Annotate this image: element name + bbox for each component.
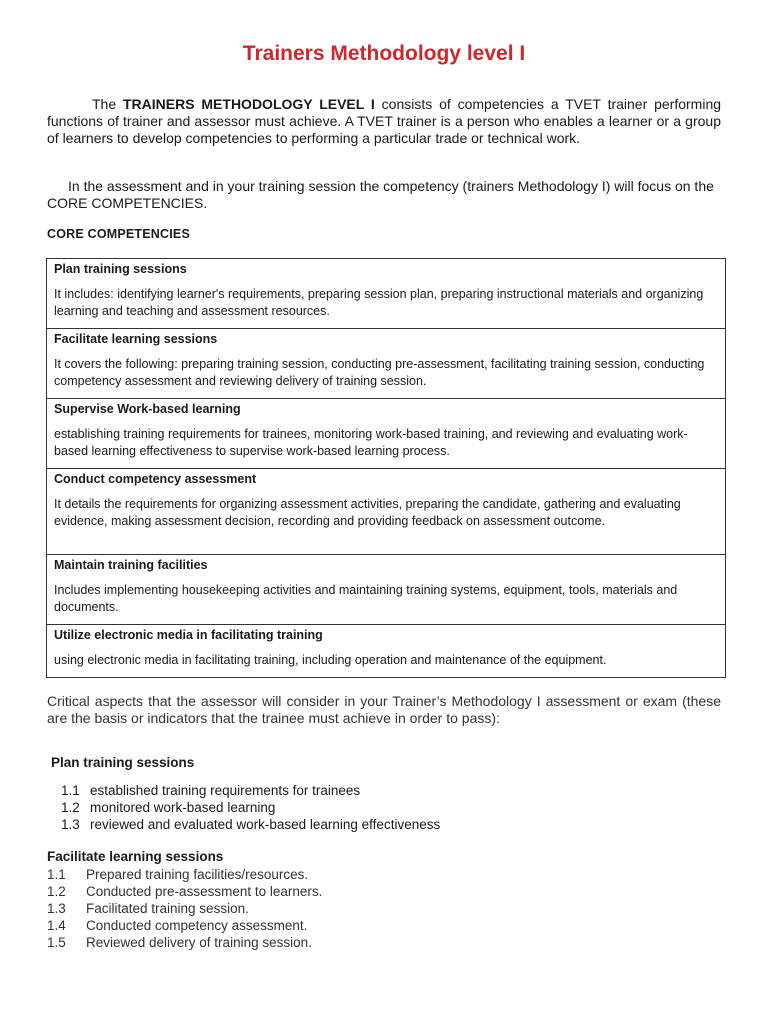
document-title: Trainers Methodology level I — [242, 42, 526, 65]
competencies-table — [46, 258, 726, 678]
competency-description: It details the requirements for organizing assessment activities, preparing the candidate, gathering and evaluating evidence, making assessment decision, recording and providing feedback on assessment outcome. — [54, 497, 681, 528]
item-text: Conducted pre-assessment to learners. — [86, 884, 323, 899]
item-text: monitored work-based learning — [90, 800, 276, 815]
item-text: established training requirements for trainees — [90, 783, 361, 798]
competency-cell — [47, 329, 726, 399]
item-number: 1.3 — [47, 901, 66, 916]
plan-criteria-list — [61, 782, 440, 833]
list-item — [47, 934, 322, 951]
item-number: 1.4 — [47, 918, 66, 933]
competency-name: Plan training sessions — [54, 262, 187, 276]
table-row — [47, 399, 726, 469]
competency-name: Utilize electronic media in facilitating training — [54, 628, 323, 642]
competency-description: establishing training requirements for trainees, monitoring work-based training, and reviewing and evaluating work-based learning effectiveness to supervise work-based learning process. — [54, 427, 688, 458]
table-row — [47, 469, 726, 555]
intro-rest: consists of competencies a TVET trainer performing functions of trainer and assessor must achieve. A TVET trainer is a person who enables a learner or a group of learners to develop competencies to performing a particular trade or technical work. — [47, 96, 722, 146]
list-item — [47, 917, 322, 934]
competency-description: It includes: identifying learner's requirements, preparing session plan, preparing instructional materials and organizing learning and teaching and assessment resources. — [54, 287, 704, 318]
competency-description: using electronic media in facilitating training, including operation and maintenance of the equipment. — [54, 653, 607, 667]
list-item — [47, 883, 322, 900]
competency-cell — [47, 555, 726, 625]
competency-cell — [47, 399, 726, 469]
plan-section-heading: Plan training sessions — [51, 755, 195, 770]
list-item — [61, 816, 440, 833]
item-number: 1.2 — [61, 800, 80, 815]
facilitate-criteria-list — [47, 866, 322, 951]
list-item — [61, 799, 440, 816]
assessment-text: In the assessment and in your training session the competency (trainers Methodology I) will focus on the CORE COMPETENCIES. — [47, 178, 714, 211]
critical-aspects-paragraph: Critical aspects that the assessor will consider in your Trainer’s Methodology I assessment or exam (these are the basis or indicators that the trainee must achieve in order to pass): — [47, 693, 721, 726]
table-row — [47, 625, 726, 678]
competency-cell — [47, 259, 726, 329]
facilitate-section-heading: Facilitate learning sessions — [47, 849, 224, 864]
item-text: reviewed and evaluated work-based learning effectiveness — [90, 817, 441, 832]
item-number: 1.1 — [47, 867, 66, 882]
competency-description: Includes implementing housekeeping activities and maintaining training systems, equipment, tools, materials and documents. — [54, 583, 678, 614]
list-item — [61, 782, 440, 799]
intro-lead: The — [92, 96, 123, 112]
item-text: Prepared training facilities/resources. — [86, 867, 309, 882]
competency-description: It covers the following: preparing training session, conducting pre-assessment, facilitating training session, conducting competency assessment and reviewing delivery of training session. — [54, 357, 705, 388]
competency-name: Supervise Work-based learning — [54, 402, 241, 416]
item-text: Reviewed delivery of training session. — [86, 935, 312, 950]
item-number: 1.3 — [61, 817, 80, 832]
competency-name: Maintain training facilities — [54, 558, 208, 572]
table-row — [47, 259, 726, 329]
competency-name: Conduct competency assessment — [54, 472, 257, 486]
intro-bold-term: TRAINERS METHODOLOGY LEVEL I — [122, 96, 375, 112]
item-number: 1.1 — [61, 783, 80, 798]
item-number: 1.5 — [47, 935, 66, 950]
table-row — [47, 329, 726, 399]
assessment-paragraph — [47, 178, 721, 212]
table-row — [47, 555, 726, 625]
core-competencies-heading: CORE COMPETENCIES — [47, 227, 190, 241]
competency-cell — [47, 625, 726, 678]
competency-name: Facilitate learning sessions — [54, 332, 218, 346]
competency-cell — [47, 469, 726, 555]
list-item — [47, 900, 322, 917]
item-text: Conducted competency assessment. — [86, 918, 308, 933]
intro-paragraph — [47, 96, 721, 147]
item-number: 1.2 — [47, 884, 66, 899]
list-item — [47, 866, 322, 883]
item-text: Facilitated training session. — [86, 901, 249, 916]
